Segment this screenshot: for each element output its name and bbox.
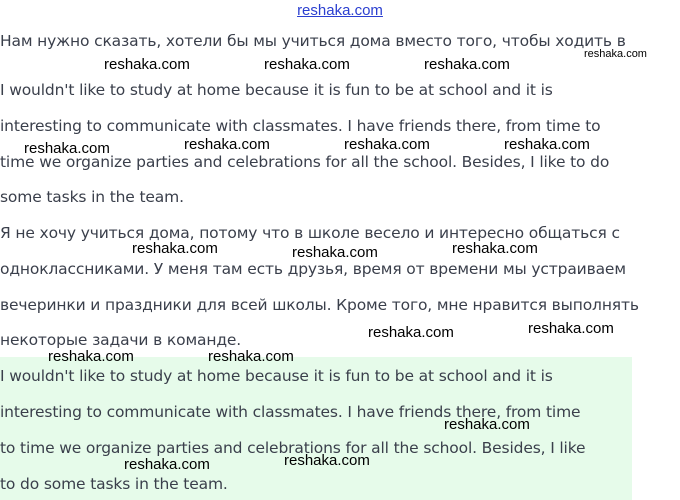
english-answer-line-2: interesting to communicate with classmates. I have friends there, from time to (0, 117, 601, 135)
english-answer-line-1: I wouldn't like to study at home because it is fun to be at school and it is (0, 81, 553, 99)
site-link[interactable]: reshaka.com (297, 2, 383, 19)
watermark: reshaka.com (284, 452, 370, 469)
watermark: reshaka.com (184, 136, 270, 153)
watermark: reshaka.com (104, 56, 190, 73)
highlighted-answer-line-1: I wouldn't like to study at home because it is fun to be at school and it is (0, 367, 553, 385)
question-line: Нам нужно сказать, хотели бы мы учиться дома вместо того, чтобы ходить в (0, 32, 626, 50)
english-answer-line-4: some tasks in the team. (0, 188, 184, 206)
highlighted-answer-line-4: to do some tasks in the team. (0, 475, 228, 493)
russian-translation-line-3: вечеринки и праздники для всей школы. Кроме того, мне нравится выполнять (0, 296, 639, 314)
russian-translation-line-1: Я не хочу учиться дома, потому что в школе весело и интересно общаться с (0, 224, 620, 242)
watermark: reshaka.com (424, 56, 510, 73)
watermark: reshaka.com (528, 320, 614, 337)
watermark: reshaka.com (504, 136, 590, 153)
russian-translation-line-4: некоторые задачи в команде. (0, 331, 242, 349)
highlighted-answer-line-3: to time we organize parties and celebrations for all the school. Besides, I like (0, 439, 586, 457)
watermark: reshaka.com (584, 48, 647, 60)
watermark: reshaka.com (292, 244, 378, 261)
watermark: reshaka.com (452, 240, 538, 257)
watermark: reshaka.com (124, 456, 210, 473)
watermark: reshaka.com (208, 348, 294, 365)
watermark: reshaka.com (344, 136, 430, 153)
watermark: reshaka.com (368, 324, 454, 341)
highlighted-answer-line-2: interesting to communicate with classmates. I have friends there, from time (0, 403, 581, 421)
english-answer-line-3: time we organize parties and celebrations for all the school. Besides, I like to do (0, 153, 610, 171)
watermark: reshaka.com (132, 240, 218, 257)
watermark: reshaka.com (444, 416, 530, 433)
watermark: reshaka.com (24, 140, 110, 157)
russian-translation-line-2: одноклассниками. У меня там есть друзья, время от времени мы устраиваем (0, 260, 626, 278)
watermark: reshaka.com (48, 348, 134, 365)
watermark: reshaka.com (264, 56, 350, 73)
